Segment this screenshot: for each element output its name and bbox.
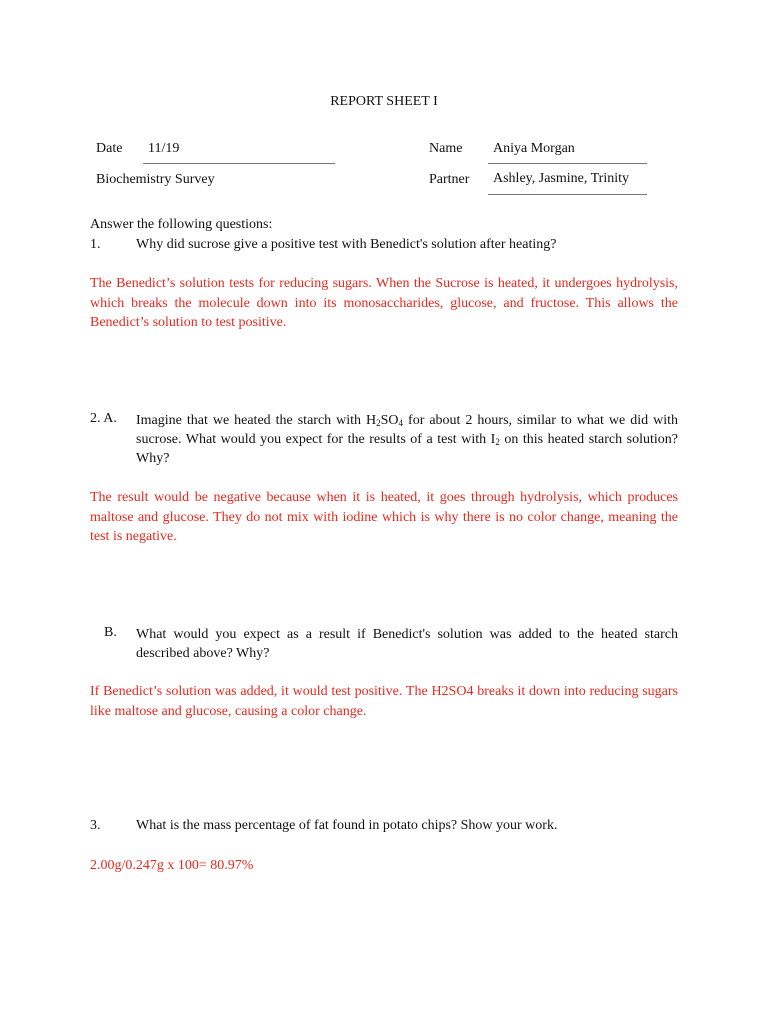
q2b-answer: If Benedict’s solution was added, it would test positive. The H2SO4 breaks it down into reducing sugars like maltose and glucose, causing a color change. xyxy=(90,684,678,719)
date-label: Date xyxy=(96,141,123,156)
q2b-number: B. xyxy=(104,625,117,640)
instructions: Answer the following questions: xyxy=(90,217,273,232)
q2a-answer: The result would be negative because when it is heated, it goes through hydrolysis, which produces maltose and glucose. They do not mix with iodine which is why there is no color change, meaning the test is negative. xyxy=(90,490,678,544)
name-label: Name xyxy=(429,141,463,156)
q1-answer: The Benedict’s solution tests for reducing sugars. When the Sucrose is heated, it undergoes hydrolysis, which breaks the molecule down into its monosaccharides, glucose, and fructose. This allows the Benedict’s solution to test positive. xyxy=(90,276,678,330)
partner-label: Partner xyxy=(429,172,470,187)
page-title: REPORT SHEET I xyxy=(330,94,438,109)
date-underline xyxy=(143,163,335,164)
name-value: Aniya Morgan xyxy=(493,141,575,156)
q1-number: 1. xyxy=(90,237,101,252)
partner-underline xyxy=(488,194,647,195)
q3-number: 3. xyxy=(90,818,101,833)
q3-text: What is the mass percentage of fat found in potato chips? Show your work. xyxy=(136,818,558,833)
q2a-number: 2. A. xyxy=(90,411,117,426)
q1-text: Why did sucrose give a positive test with Benedict's solution after heating? xyxy=(136,237,557,252)
q3-answer: 2.00g/0.247g x 100= 80.97% xyxy=(90,858,254,873)
q2a-text: Imagine that we heated the starch with $H_2SO_4$ for about 2 hours, similar to what we did with sucrose. What would you expect for the results of a test with $I_2$ on this heated starch solution? Why? xyxy=(136,413,679,466)
q2b-text: What would you expect as a result if Benedict's solution was added to the heated starch described above? Why? xyxy=(136,627,678,661)
course-name: Biochemistry Survey xyxy=(96,172,215,187)
name-underline xyxy=(488,163,647,164)
date-value: 11/19 xyxy=(148,141,180,156)
partner-value: Ashley, Jasmine, Trinity xyxy=(493,171,629,186)
